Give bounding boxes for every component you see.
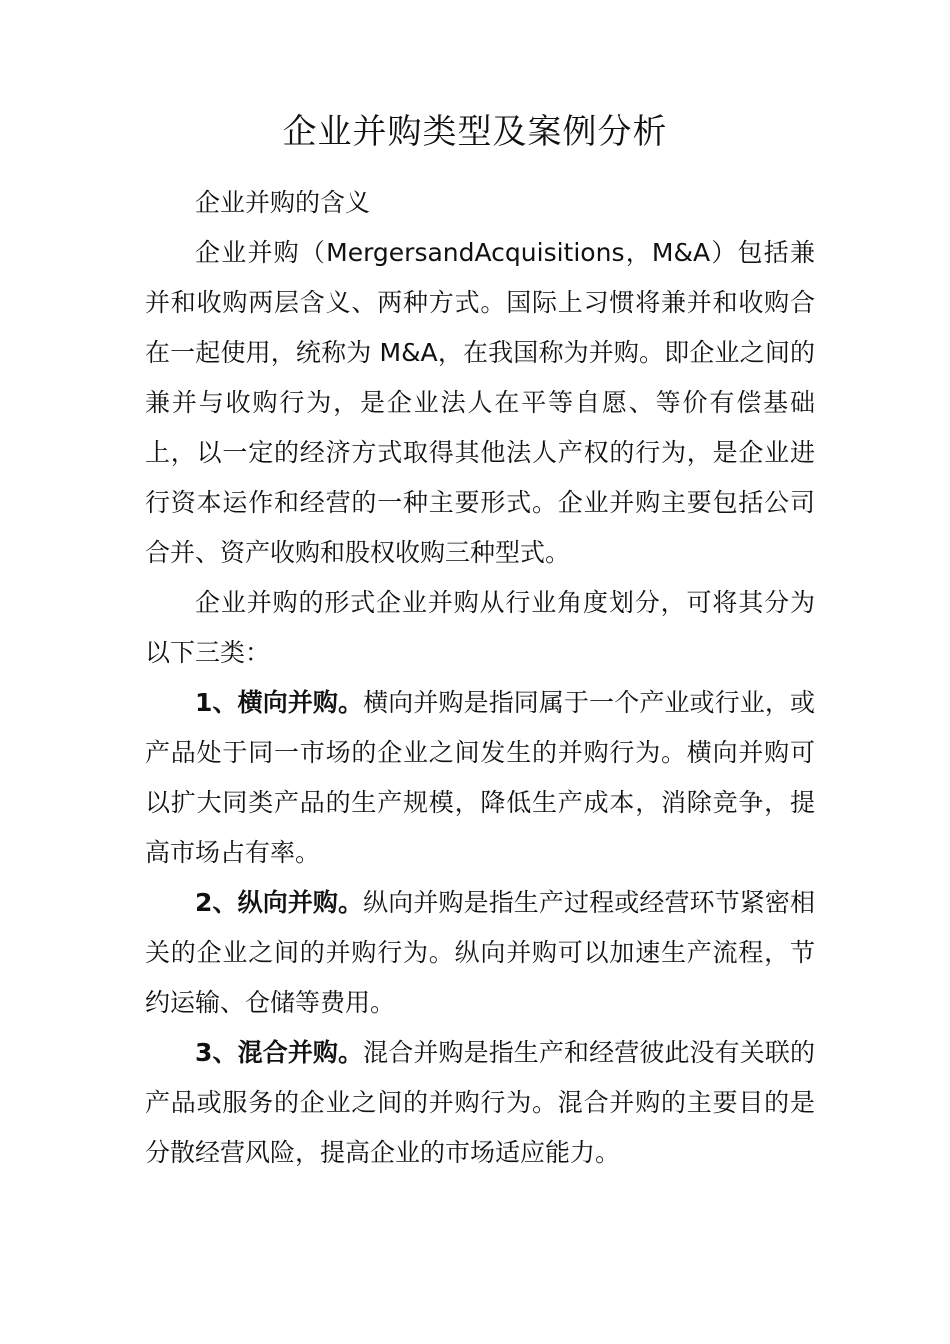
type-paragraph-vertical [145, 878, 815, 1028]
document-title: 企业并购类型及案例分析 [282, 112, 668, 152]
type-paragraph-horizontal [145, 678, 815, 878]
type-paragraph-conglomerate [145, 1028, 815, 1178]
document-body [145, 178, 815, 1178]
type-label-horizontal: 1、横向并购。 [195, 688, 364, 717]
type-text-conglomerate: 混合并购是指生产和经营彼此没有关联的产品或服务的企业之间的并购行为。混合并购的主要目的是分散经营风险，提高企业的市场适应能力。 [145, 1038, 815, 1167]
forms-intro-paragraph: 企业并购的形式企业并购从行业角度划分，可将其分为以下三类： [145, 588, 815, 667]
type-text-vertical: 纵向并购是指生产过程或经营环节紧密相关的企业之间的并购行为。纵向并购可以加速生产流程，节约运输、仓储等费用。 [145, 888, 815, 1017]
section-heading-meaning: 企业并购的含义 [195, 188, 371, 217]
type-text-horizontal: 横向并购是指同属于一个产业或行业，或产品处于同一市场的企业之间发生的并购行为。横向并购可以扩大同类产品的生产规模，降低生产成本，消除竞争，提高市场占有率。 [145, 688, 815, 867]
definition-paragraph: 企业并购（MergersandAcquisitions，M&A）包括兼并和收购两层含义、两种方式。国际上习惯将兼并和收购合在一起使用，统称为 M&A，在我国称为并购。即企业之间的兼并与收购行为，是企业法人在平等自愿、等价有偿基础上，以一定的经济方式取得其他法人产权的行为，是企业进行资本运作和经营的一种主要形式。企业并购主要包括公司合并、资产收购和股权收购三种型式。 [145, 238, 815, 567]
type-label-conglomerate: 3、混合并购。 [195, 1038, 364, 1067]
type-label-vertical: 2、纵向并购。 [195, 888, 364, 917]
